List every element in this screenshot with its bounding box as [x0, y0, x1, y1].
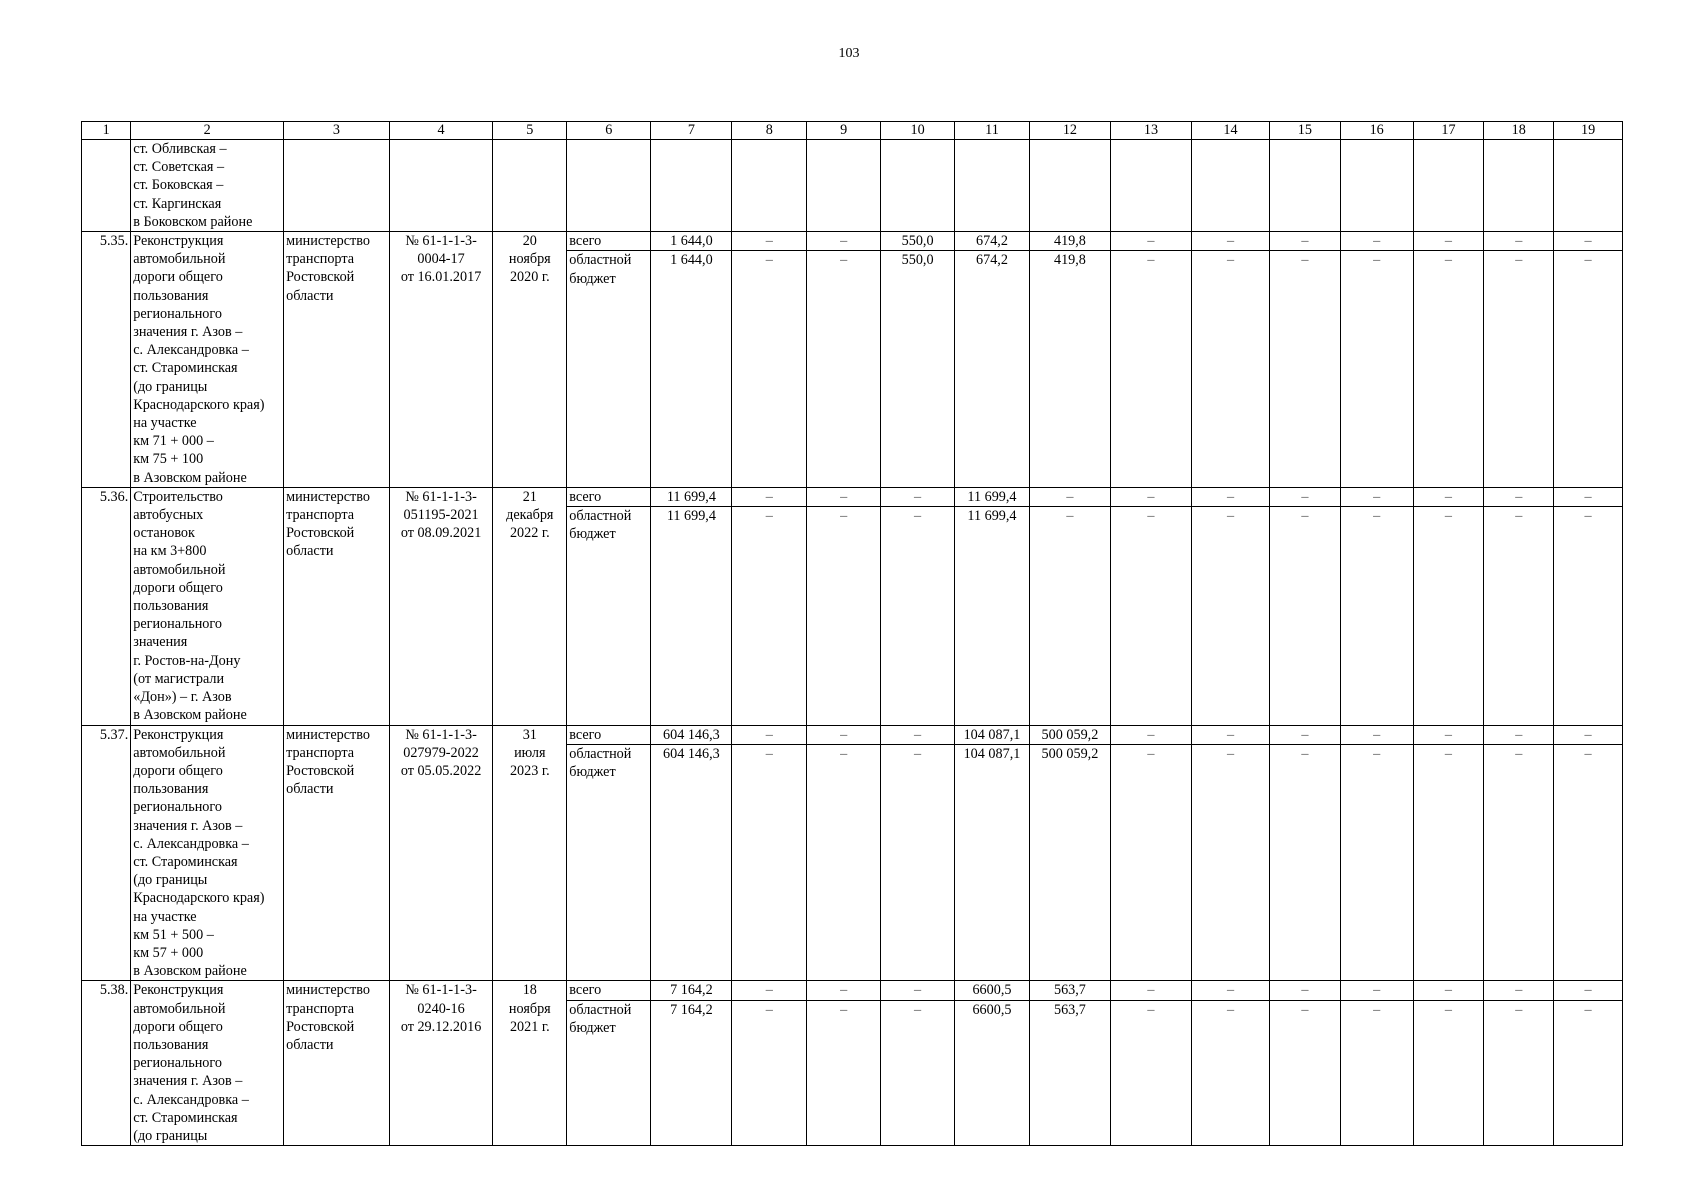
- value-cell: –: [1192, 1000, 1270, 1146]
- entry-row: [82, 232, 1623, 251]
- value-cell: –: [807, 232, 881, 251]
- cell-empty: [1554, 140, 1623, 232]
- value-cell: –: [1554, 251, 1623, 488]
- value-cell: –: [1110, 251, 1191, 488]
- value-cell: –: [1192, 981, 1270, 1000]
- value-cell: –: [1192, 507, 1270, 725]
- column-number: 10: [881, 122, 955, 140]
- value-cell: –: [807, 1000, 881, 1146]
- cell-empty: [732, 140, 807, 232]
- value-cell: –: [1269, 725, 1340, 744]
- value-cell: –: [732, 744, 807, 981]
- agency: министерство транспорта Ростовской области: [284, 232, 390, 488]
- continuation-row: [82, 140, 1623, 232]
- entry-number: 5.36.: [82, 487, 131, 725]
- cell-empty: [284, 140, 390, 232]
- page-number: 103: [838, 46, 860, 61]
- deadline: 20 ноября 2020 г.: [493, 232, 567, 488]
- value-cell: 604 146,3: [651, 744, 732, 981]
- value-cell: 1 644,0: [651, 232, 732, 251]
- cell-empty: [807, 140, 881, 232]
- cell-empty: [1029, 140, 1110, 232]
- value-cell: 7 164,2: [651, 981, 732, 1000]
- value-cell: –: [807, 251, 881, 488]
- value-cell: –: [1484, 487, 1554, 506]
- value-cell: –: [1192, 487, 1270, 506]
- cell-empty: [1484, 140, 1554, 232]
- value-cell: –: [1413, 487, 1484, 506]
- funding-source: всего: [567, 981, 651, 1000]
- value-cell: 674,2: [955, 251, 1030, 488]
- value-cell: –: [732, 507, 807, 725]
- value-cell: –: [1110, 1000, 1191, 1146]
- value-cell: –: [1554, 1000, 1623, 1146]
- cell-empty: [955, 140, 1030, 232]
- value-cell: –: [1484, 744, 1554, 981]
- column-number: 7: [651, 122, 732, 140]
- value-cell: –: [732, 251, 807, 488]
- value-cell: –: [881, 981, 955, 1000]
- funding-source: всего: [567, 725, 651, 744]
- value-cell: –: [1269, 232, 1340, 251]
- value-cell: –: [1269, 251, 1340, 488]
- value-cell: –: [1269, 744, 1340, 981]
- value-cell: –: [1554, 744, 1623, 981]
- column-number: 17: [1413, 122, 1484, 140]
- value-cell: 11 699,4: [955, 487, 1030, 506]
- investment-table: [81, 121, 1623, 1146]
- value-cell: –: [1110, 232, 1191, 251]
- value-cell: 1 644,0: [651, 251, 732, 488]
- value-cell: –: [1484, 232, 1554, 251]
- value-cell: 11 699,4: [651, 507, 732, 725]
- document-number: № 61-1-1-3- 0240-16 от 29.12.2016: [389, 981, 493, 1146]
- value-cell: 500 059,2: [1029, 744, 1110, 981]
- value-cell: –: [1340, 251, 1413, 488]
- value-cell: –: [1269, 1000, 1340, 1146]
- value-cell: –: [1192, 744, 1270, 981]
- value-cell: –: [732, 725, 807, 744]
- column-number: 3: [284, 122, 390, 140]
- value-cell: –: [807, 981, 881, 1000]
- project-name: Строительство автобусных остановок на км 3+800 автомобильной дороги общего пользования регионального значения г. Ростов-на-Дону (от магистрали «Дон») – г. Азов в Азовском районе: [131, 487, 284, 725]
- cell-empty: [881, 140, 955, 232]
- funding-source: всего: [567, 232, 651, 251]
- agency: министерство транспорта Ростовской области: [284, 725, 390, 981]
- value-cell: –: [1484, 1000, 1554, 1146]
- value-cell: –: [1484, 251, 1554, 488]
- value-cell: –: [807, 725, 881, 744]
- value-cell: –: [1340, 981, 1413, 1000]
- value-cell: 6600,5: [955, 981, 1030, 1000]
- value-cell: 604 146,3: [651, 725, 732, 744]
- column-number: 14: [1192, 122, 1270, 140]
- column-number: 16: [1340, 122, 1413, 140]
- value-cell: –: [1192, 725, 1270, 744]
- document-number: № 61-1-1-3- 027979-2022 от 05.05.2022: [389, 725, 493, 981]
- value-cell: 6600,5: [955, 1000, 1030, 1146]
- column-number: 2: [131, 122, 284, 140]
- value-cell: 419,8: [1029, 232, 1110, 251]
- value-cell: –: [881, 487, 955, 506]
- value-cell: –: [807, 487, 881, 506]
- column-number: 4: [389, 122, 493, 140]
- value-cell: –: [1110, 487, 1191, 506]
- project-name: Реконструкция автомобильной дороги общего пользования регионального значения г. Азов – с. Александровка – ст. Староминская (до границы Краснодарского края) на участке км 51 + 500 – км 57 + 000 в Азовском районе: [131, 725, 284, 981]
- cell-empty: [651, 140, 732, 232]
- cell-empty: [1192, 140, 1270, 232]
- value-cell: –: [881, 507, 955, 725]
- value-cell: –: [881, 1000, 955, 1146]
- funding-source: областной бюджет: [567, 507, 651, 725]
- value-cell: –: [732, 1000, 807, 1146]
- value-cell: 104 087,1: [955, 744, 1030, 981]
- cell-project-name: ст. Обливская – ст. Советская – ст. Боковская – ст. Каргинская в Боковском районе: [131, 140, 284, 232]
- value-cell: –: [1110, 725, 1191, 744]
- value-cell: 563,7: [1029, 1000, 1110, 1146]
- value-cell: –: [1554, 507, 1623, 725]
- value-cell: –: [1484, 981, 1554, 1000]
- value-cell: –: [1340, 744, 1413, 981]
- cell-empty: [1413, 140, 1484, 232]
- value-cell: –: [1340, 487, 1413, 506]
- value-cell: –: [807, 507, 881, 725]
- column-number: 12: [1029, 122, 1110, 140]
- column-number-row: [82, 122, 1623, 140]
- value-cell: –: [1192, 232, 1270, 251]
- cell-empty: [493, 140, 567, 232]
- value-cell: –: [1554, 981, 1623, 1000]
- value-cell: –: [1110, 507, 1191, 725]
- column-number: 9: [807, 122, 881, 140]
- cell-empty: [567, 140, 651, 232]
- column-number: 1: [82, 122, 131, 140]
- value-cell: –: [1340, 725, 1413, 744]
- funding-source: областной бюджет: [567, 1000, 651, 1146]
- value-cell: –: [1413, 744, 1484, 981]
- column-number: 11: [955, 122, 1030, 140]
- column-number: 18: [1484, 122, 1554, 140]
- value-cell: 7 164,2: [651, 1000, 732, 1146]
- cell-empty: [1340, 140, 1413, 232]
- value-cell: 11 699,4: [955, 507, 1030, 725]
- value-cell: –: [1029, 507, 1110, 725]
- document-number: № 61-1-1-3- 051195-2021 от 08.09.2021: [389, 487, 493, 725]
- column-number: 5: [493, 122, 567, 140]
- value-cell: –: [1484, 507, 1554, 725]
- value-cell: –: [732, 232, 807, 251]
- funding-source: областной бюджет: [567, 251, 651, 488]
- project-name: Реконструкция автомобильной дороги общего пользования регионального значения г. Азов – с. Александровка – ст. Староминская (до границы Краснодарского края) на участке км 71 + 000 – км 75 + 100 в Азовском районе: [131, 232, 284, 488]
- value-cell: –: [1413, 981, 1484, 1000]
- value-cell: –: [1413, 251, 1484, 488]
- agency: министерство транспорта Ростовской области: [284, 981, 390, 1146]
- value-cell: 104 087,1: [955, 725, 1030, 744]
- value-cell: 550,0: [881, 251, 955, 488]
- value-cell: –: [881, 744, 955, 981]
- entry-number: 5.38.: [82, 981, 131, 1146]
- deadline: 31 июля 2023 г.: [493, 725, 567, 981]
- funding-source: областной бюджет: [567, 744, 651, 981]
- value-cell: –: [1554, 487, 1623, 506]
- project-name: Реконструкция автомобильной дороги общего пользования регионального значения г. Азов – с. Александровка – ст. Староминская (до границы: [131, 981, 284, 1146]
- value-cell: 550,0: [881, 232, 955, 251]
- value-cell: 500 059,2: [1029, 725, 1110, 744]
- value-cell: –: [1484, 725, 1554, 744]
- column-number: 19: [1554, 122, 1623, 140]
- value-cell: –: [1554, 725, 1623, 744]
- cell-empty: [1110, 140, 1191, 232]
- value-cell: –: [1110, 744, 1191, 981]
- entry-number: 5.37.: [82, 725, 131, 981]
- value-cell: –: [1340, 1000, 1413, 1146]
- entry-row: [82, 487, 1623, 506]
- value-cell: –: [881, 725, 955, 744]
- value-cell: –: [1269, 507, 1340, 725]
- entry-row: [82, 981, 1623, 1000]
- value-cell: 419,8: [1029, 251, 1110, 488]
- cell-num: [82, 140, 131, 232]
- column-number: 8: [732, 122, 807, 140]
- value-cell: –: [1269, 487, 1340, 506]
- value-cell: –: [1192, 251, 1270, 488]
- column-number: 6: [567, 122, 651, 140]
- column-number: 13: [1110, 122, 1191, 140]
- value-cell: –: [1413, 232, 1484, 251]
- entry-number: 5.35.: [82, 232, 131, 488]
- value-cell: 11 699,4: [651, 487, 732, 506]
- table-body: [82, 122, 1623, 1146]
- value-cell: –: [732, 487, 807, 506]
- value-cell: –: [1029, 487, 1110, 506]
- value-cell: –: [1340, 232, 1413, 251]
- value-cell: 563,7: [1029, 981, 1110, 1000]
- agency: министерство транспорта Ростовской области: [284, 487, 390, 725]
- cell-empty: [389, 140, 493, 232]
- cell-empty: [1269, 140, 1340, 232]
- value-cell: –: [807, 744, 881, 981]
- entry-row: [82, 725, 1623, 744]
- deadline: 18 ноября 2021 г.: [493, 981, 567, 1146]
- value-cell: –: [1340, 507, 1413, 725]
- funding-source: всего: [567, 487, 651, 506]
- value-cell: 674,2: [955, 232, 1030, 251]
- value-cell: –: [732, 981, 807, 1000]
- column-number: 15: [1269, 122, 1340, 140]
- value-cell: –: [1269, 981, 1340, 1000]
- value-cell: –: [1554, 232, 1623, 251]
- value-cell: –: [1413, 507, 1484, 725]
- deadline: 21 декабря 2022 г.: [493, 487, 567, 725]
- value-cell: –: [1413, 725, 1484, 744]
- value-cell: –: [1413, 1000, 1484, 1146]
- value-cell: –: [1110, 981, 1191, 1000]
- document-number: № 61-1-1-3- 0004-17 от 16.01.2017: [389, 232, 493, 488]
